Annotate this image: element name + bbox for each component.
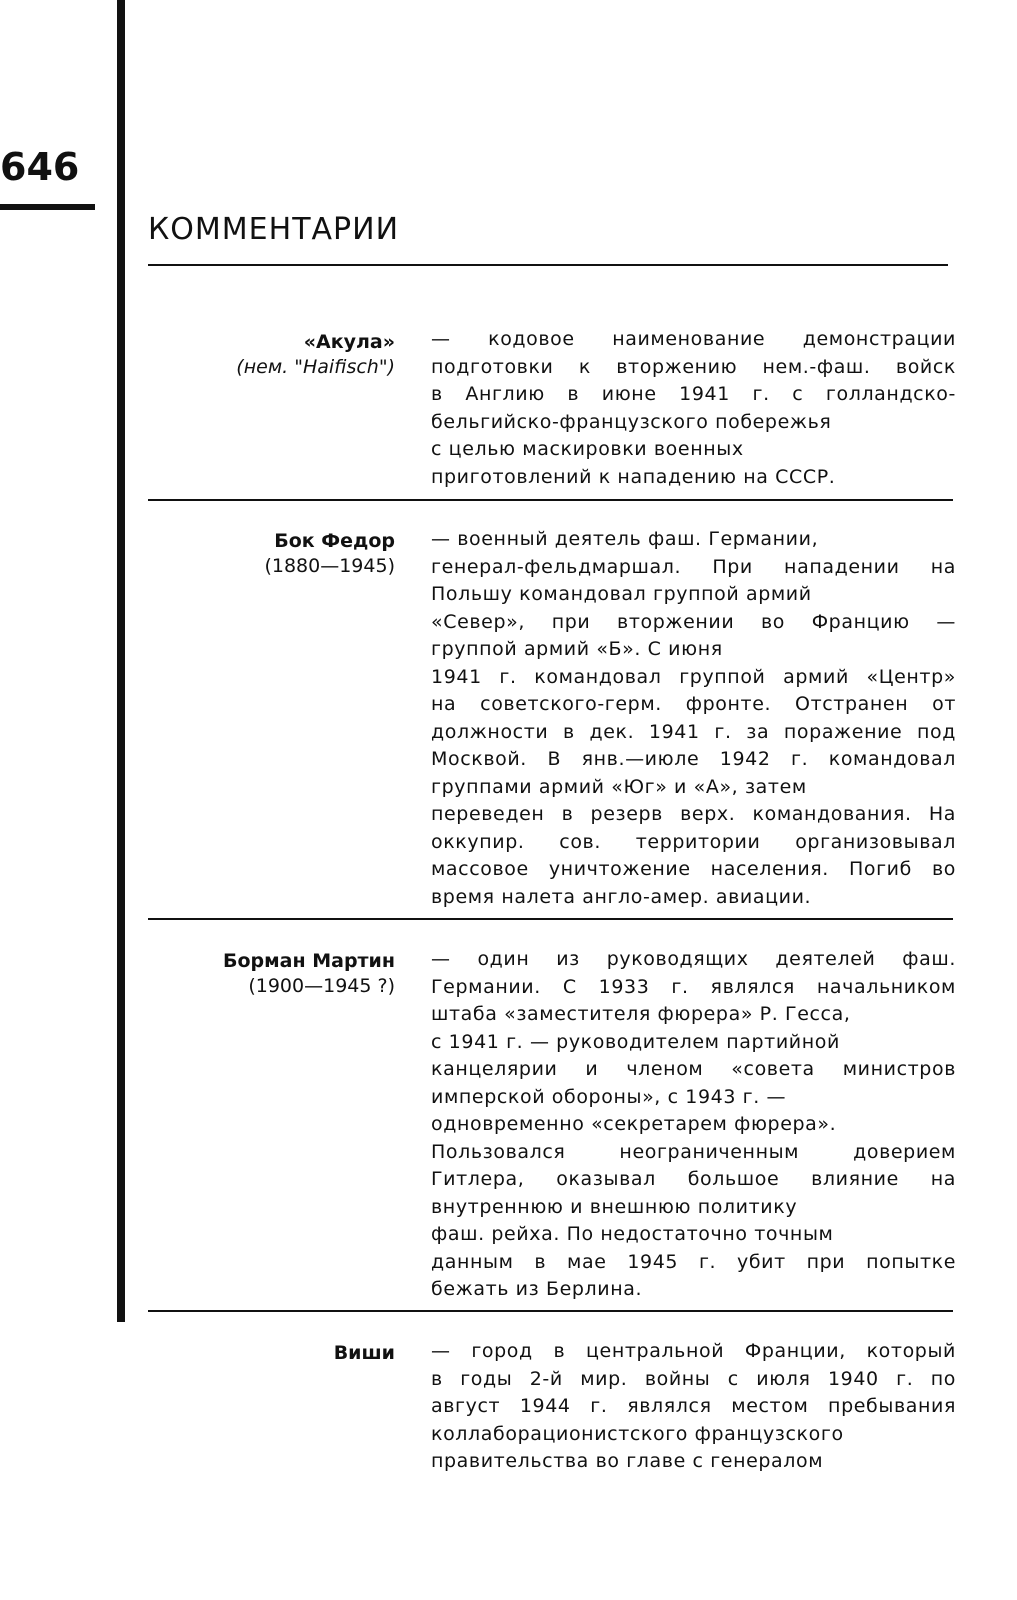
term-name: Бок Федор bbox=[274, 530, 395, 552]
definition-line: одновременно «секретарем фюрера». bbox=[431, 1113, 837, 1135]
definition-line: — кодовое наименование демонстрации bbox=[431, 328, 956, 350]
definition-line: бежать из Берлина. bbox=[431, 1278, 643, 1300]
definition-line: с целью маскировки военных bbox=[431, 438, 744, 460]
section-title: КОММЕНТАРИИ bbox=[148, 212, 400, 247]
definition-line: Германии. С 1933 г. являлся начальником bbox=[431, 975, 956, 998]
page-number: 646 bbox=[0, 145, 80, 189]
entry-term bbox=[148, 949, 395, 999]
definition-line: оккупир. сов. территории организовывал bbox=[431, 830, 956, 853]
entry-divider bbox=[148, 918, 953, 920]
definition-line: Польшу командовал группой армий bbox=[431, 583, 812, 605]
definition-line: — один из руководящих деятелей фаш. bbox=[431, 948, 956, 970]
entry-term bbox=[148, 1341, 395, 1366]
definition-line: переведен в резерв верх. командования. На bbox=[431, 803, 956, 825]
entry-definition bbox=[431, 946, 956, 1304]
entry-definition bbox=[431, 526, 956, 911]
definition-line: Москвой. В янв.—июле 1942 г. командовал bbox=[431, 748, 956, 770]
definition-line: генерал-фельдмаршал. При нападении на bbox=[431, 555, 956, 578]
entry-term bbox=[148, 330, 395, 380]
definition-line: «Север», при вторжении во Францию — bbox=[431, 610, 956, 633]
definition-line: 1941 г. командовал группой армий «Центр» bbox=[431, 665, 956, 688]
term-subtitle: (1880—1945) bbox=[264, 555, 395, 577]
title-divider bbox=[148, 264, 948, 266]
definition-line: штаба «заместителя фюрера» Р. Гесса, bbox=[431, 1003, 851, 1025]
definition-line: август 1944 г. являлся местом пребывания bbox=[431, 1395, 956, 1417]
definition-line: данным в мае 1945 г. убит при попытке bbox=[431, 1250, 956, 1273]
definition-line: в годы 2-й мир. войны с июля 1940 г. по bbox=[431, 1367, 956, 1390]
term-subtitle: (1900—1945 ?) bbox=[248, 975, 395, 997]
definition-line: в Англию в июне 1941 г. с голландско- bbox=[431, 383, 956, 405]
term-subtitle: (нем. "Haifisch") bbox=[236, 356, 395, 378]
entry-divider bbox=[148, 499, 953, 501]
definition-line: Пользовался неограниченным доверием bbox=[431, 1140, 956, 1163]
definition-line: Гитлера, оказывал большое влияние на bbox=[431, 1168, 956, 1190]
definition-line: правительства во главе с генералом bbox=[431, 1450, 824, 1472]
definition-line: время налета англо-амер. авиации. bbox=[431, 885, 812, 908]
definition-line: группами армий «Юг» и «А», затем bbox=[431, 775, 807, 798]
definition-line: — военный деятель фаш. Германии, bbox=[431, 528, 819, 550]
term-name: Борман Мартин bbox=[222, 950, 395, 972]
definition-line: бельгийско-французского побережья bbox=[431, 410, 832, 433]
entry-divider bbox=[148, 1310, 953, 1312]
entry-definition bbox=[431, 326, 956, 491]
term-name: Виши bbox=[333, 1342, 395, 1364]
definition-line: имперской обороны», с 1943 г. — bbox=[431, 1085, 787, 1108]
definition-line: с 1941 г. — руководителем партийной bbox=[431, 1030, 840, 1053]
entry-term bbox=[148, 529, 395, 579]
definition-line: массовое уничтожение населения. Погиб во bbox=[431, 858, 956, 880]
definition-line: — город в центральной Франции, который bbox=[431, 1340, 956, 1362]
definition-line: должности в дек. 1941 г. за поражение под bbox=[431, 720, 956, 743]
term-name: «Акула» bbox=[303, 331, 395, 353]
definition-line: подготовки к вторжению нем.-фаш. войск bbox=[431, 355, 956, 378]
definition-line: коллаборационистского французского bbox=[431, 1422, 844, 1445]
definition-line: группой армий «Б». С июня bbox=[431, 638, 723, 660]
entry-definition bbox=[431, 1338, 956, 1476]
page-number-underline bbox=[0, 204, 95, 210]
definition-line: внутреннюю и внешнюю политику bbox=[431, 1195, 798, 1218]
definition-line: на советского-герм. фронте. Отстранен от bbox=[431, 693, 956, 715]
margin-vertical-rule bbox=[117, 0, 125, 1322]
definition-line: канцелярии и членом «совета министров bbox=[431, 1058, 956, 1080]
definition-line: фаш. рейха. По недостаточно точным bbox=[431, 1223, 834, 1245]
definition-line: приготовлений к нападению на СССР. bbox=[431, 465, 836, 488]
